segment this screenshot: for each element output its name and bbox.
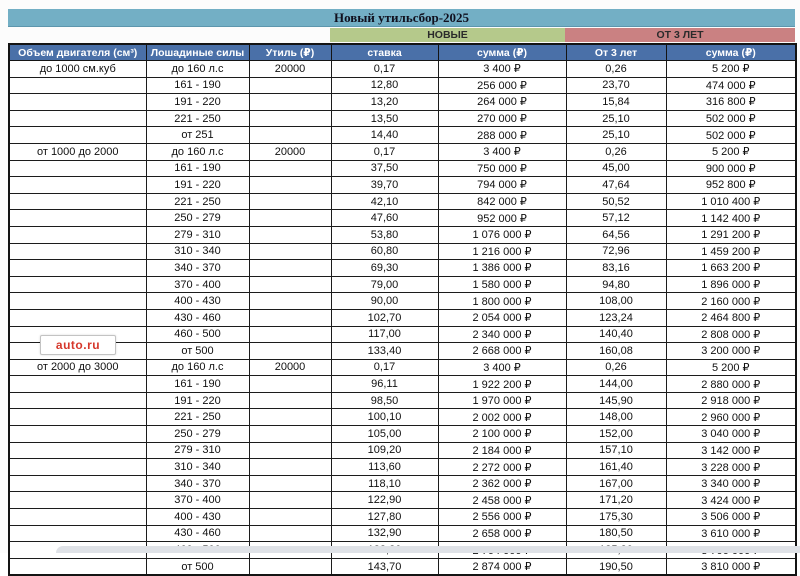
table-cell: 25,10 (566, 127, 666, 144)
table-cell: 57,12 (566, 210, 666, 227)
table-cell: 20000 (249, 61, 331, 78)
table-cell (9, 260, 146, 277)
table-cell: до 160 л.с (146, 61, 249, 78)
table-cell: 1 076 000 ₽ (438, 226, 566, 243)
table-cell: 288 000 ₽ (438, 127, 566, 144)
table-cell: 118,10 (331, 475, 438, 492)
table-cell (9, 558, 146, 575)
table-cell: 340 - 370 (146, 260, 249, 277)
table-cell: 13,50 (331, 110, 438, 127)
table-row (9, 426, 796, 443)
table-cell: 53,80 (331, 226, 438, 243)
table-cell: 50,52 (566, 193, 666, 210)
section-bar (8, 28, 795, 42)
table-cell (249, 459, 331, 476)
table-cell: 45,00 (566, 160, 666, 177)
table-row (9, 193, 796, 210)
table-cell: 143,70 (331, 558, 438, 575)
table-row (9, 359, 796, 376)
table-cell: 47,60 (331, 210, 438, 227)
table-row (9, 243, 796, 260)
table-cell: 1 663 200 ₽ (666, 260, 796, 277)
table-cell: 37,50 (331, 160, 438, 177)
table-cell (249, 558, 331, 575)
table-cell (9, 426, 146, 443)
table-cell: 3 424 000 ₽ (666, 492, 796, 509)
table-cell: 3 400 ₽ (438, 61, 566, 78)
table-cell (249, 210, 331, 227)
table-cell: 430 - 460 (146, 525, 249, 542)
table-cell: 180,50 (566, 525, 666, 542)
table-cell (249, 94, 331, 111)
table-cell: 1 580 000 ₽ (438, 276, 566, 293)
table-cell: 750 000 ₽ (438, 160, 566, 177)
table-cell: 2 054 000 ₽ (438, 309, 566, 326)
table-cell: 2 556 000 ₽ (438, 509, 566, 526)
table-cell (249, 193, 331, 210)
table-cell: 3 400 ₽ (438, 143, 566, 160)
table-cell: 3 200 000 ₽ (666, 343, 796, 360)
table-cell: 42,10 (331, 193, 438, 210)
autoru-watermark-logo: auto.ru (40, 335, 116, 355)
table-cell: 2 880 000 ₽ (666, 376, 796, 393)
column-header: От 3 лет (566, 44, 666, 61)
table-row (9, 525, 796, 542)
table-cell (249, 309, 331, 326)
table-cell: 1 386 000 ₽ (438, 260, 566, 277)
table-cell (9, 94, 146, 111)
table-cell: 370 - 400 (146, 276, 249, 293)
table-cell: 69,30 (331, 260, 438, 277)
table-cell: 2 464 800 ₽ (666, 309, 796, 326)
table-cell (9, 309, 146, 326)
table-cell: 191 - 220 (146, 94, 249, 111)
table-cell (9, 442, 146, 459)
table-cell: 2 658 000 ₽ (438, 525, 566, 542)
table-cell: 13,20 (331, 94, 438, 111)
table-cell: 175,30 (566, 509, 666, 526)
table-cell: 105,00 (331, 426, 438, 443)
table-cell: от 500 (146, 558, 249, 575)
table-cell: 161 - 190 (146, 376, 249, 393)
utilization-fee-table (8, 43, 797, 576)
table-cell: 161,40 (566, 459, 666, 476)
table-cell: 108,00 (566, 293, 666, 310)
table-cell (9, 243, 146, 260)
table-cell: 160,08 (566, 343, 666, 360)
table-cell: до 1000 см.куб (9, 61, 146, 78)
table-cell (9, 409, 146, 426)
table-cell: 64,56 (566, 226, 666, 243)
table-cell: 152,00 (566, 426, 666, 443)
table-cell (249, 492, 331, 509)
table-cell (9, 276, 146, 293)
table-cell: 3 610 000 ₽ (666, 525, 796, 542)
table-row (9, 293, 796, 310)
table-cell: 1 216 000 ₽ (438, 243, 566, 260)
table-row (9, 442, 796, 459)
table-cell: 474 000 ₽ (666, 77, 796, 94)
table-cell: 2 002 000 ₽ (438, 409, 566, 426)
table-cell: 132,90 (331, 525, 438, 542)
table-cell: 0,26 (566, 359, 666, 376)
table-cell: 3 142 000 ₽ (666, 442, 796, 459)
table-cell: 400 - 430 (146, 293, 249, 310)
table-cell: 1 142 400 ₽ (666, 210, 796, 227)
table-cell: 0,26 (566, 61, 666, 78)
table-cell: 502 000 ₽ (666, 110, 796, 127)
table-cell (249, 409, 331, 426)
table-cell (249, 160, 331, 177)
table-row (9, 226, 796, 243)
table-cell: 161 - 190 (146, 77, 249, 94)
table-cell (249, 260, 331, 277)
table-cell: от 2000 до 3000 (9, 359, 146, 376)
section-spacer (8, 28, 330, 42)
table-cell: 148,00 (566, 409, 666, 426)
table-row (9, 326, 796, 343)
table-cell: 1 010 400 ₽ (666, 193, 796, 210)
table-cell (9, 77, 146, 94)
table-cell: 2 100 000 ₽ (438, 426, 566, 443)
table-row (9, 509, 796, 526)
table-cell: 5 200 ₽ (666, 143, 796, 160)
page-title: Новый утильсбор-2025 (8, 9, 795, 27)
table-cell: 0,17 (331, 143, 438, 160)
table-cell (9, 509, 146, 526)
table-cell: 171,20 (566, 492, 666, 509)
table-cell: 1 800 000 ₽ (438, 293, 566, 310)
table-cell (249, 243, 331, 260)
table-cell: 1 922 200 ₽ (438, 376, 566, 393)
table-cell: 900 000 ₽ (666, 160, 796, 177)
table-cell: 842 000 ₽ (438, 193, 566, 210)
table-cell: 340 - 370 (146, 475, 249, 492)
table-cell (249, 525, 331, 542)
table-row (9, 343, 796, 360)
table-cell: 0,17 (331, 359, 438, 376)
table-cell: 190,50 (566, 558, 666, 575)
table-cell (249, 226, 331, 243)
table-row (9, 459, 796, 476)
table-cell: 279 - 310 (146, 442, 249, 459)
table-cell: до 160 л.с (146, 143, 249, 160)
table-cell (9, 475, 146, 492)
table-cell: от 1000 до 2000 (9, 143, 146, 160)
table-cell: 15,84 (566, 94, 666, 111)
table-cell: 400 - 430 (146, 509, 249, 526)
table-cell (249, 276, 331, 293)
table-cell: 161 - 190 (146, 160, 249, 177)
column-header: ставка (331, 44, 438, 61)
table-cell: 2 918 000 ₽ (666, 392, 796, 409)
table-cell: 250 - 279 (146, 210, 249, 227)
table-cell: 96,11 (331, 376, 438, 393)
table-cell: 94,80 (566, 276, 666, 293)
table-row (9, 475, 796, 492)
table-cell: 23,70 (566, 77, 666, 94)
column-header: Утиль (₽) (249, 44, 331, 61)
table-cell (9, 210, 146, 227)
table-cell: 952 800 ₽ (666, 177, 796, 194)
table-cell: 20000 (249, 359, 331, 376)
table-cell: 100,10 (331, 409, 438, 426)
table-row (9, 492, 796, 509)
table-cell (9, 525, 146, 542)
table-cell: 5 200 ₽ (666, 359, 796, 376)
table-cell: 98,50 (331, 392, 438, 409)
table-cell (249, 293, 331, 310)
table-row (9, 409, 796, 426)
table-row (9, 127, 796, 144)
table-cell: 102,70 (331, 309, 438, 326)
table-cell (249, 326, 331, 343)
table-cell: от 500 (146, 343, 249, 360)
column-header: сумма (₽) (438, 44, 566, 61)
table-row (9, 143, 796, 160)
table-cell: 60,80 (331, 243, 438, 260)
table-cell: 270 000 ₽ (438, 110, 566, 127)
table-cell: 145,90 (566, 392, 666, 409)
table-cell: от 251 (146, 127, 249, 144)
table-cell: 221 - 250 (146, 409, 249, 426)
table-cell: 794 000 ₽ (438, 177, 566, 194)
table-cell: 2 160 000 ₽ (666, 293, 796, 310)
table-cell: 157,10 (566, 442, 666, 459)
column-header: Лошадиные силы (146, 44, 249, 61)
table-row (9, 177, 796, 194)
table-row (9, 376, 796, 393)
table-cell (9, 127, 146, 144)
table-cell (249, 110, 331, 127)
table-cell: 47,64 (566, 177, 666, 194)
table-cell: 502 000 ₽ (666, 127, 796, 144)
section-new-label: НОВЫЕ (330, 28, 565, 42)
table-header-row (9, 44, 796, 61)
table-cell: 310 - 340 (146, 459, 249, 476)
table-cell (249, 442, 331, 459)
table-cell: 310 - 340 (146, 243, 249, 260)
table-cell: 2 668 000 ₽ (438, 343, 566, 360)
table-cell: 3 040 000 ₽ (666, 426, 796, 443)
table-cell: 1 970 000 ₽ (438, 392, 566, 409)
table-cell: 113,60 (331, 459, 438, 476)
table-cell: 3 400 ₽ (438, 359, 566, 376)
table-row (9, 94, 796, 111)
table-cell: 72,96 (566, 243, 666, 260)
table-cell: 952 000 ₽ (438, 210, 566, 227)
table-row (9, 309, 796, 326)
table-cell: 191 - 220 (146, 177, 249, 194)
table-cell: 117,00 (331, 326, 438, 343)
table-cell: 430 - 460 (146, 309, 249, 326)
table-cell: 144,00 (566, 376, 666, 393)
table-cell: 1 896 000 ₽ (666, 276, 796, 293)
table-cell: 0,26 (566, 143, 666, 160)
table-cell: 0,17 (331, 61, 438, 78)
table-cell: 127,80 (331, 509, 438, 526)
table-row (9, 392, 796, 409)
table-cell: 109,20 (331, 442, 438, 459)
table-cell: 83,16 (566, 260, 666, 277)
table-cell: 3 340 000 ₽ (666, 475, 796, 492)
table-cell: 3 506 000 ₽ (666, 509, 796, 526)
table-cell: 122,90 (331, 492, 438, 509)
table-cell (249, 392, 331, 409)
table-cell: 2 458 000 ₽ (438, 492, 566, 509)
table-row (9, 77, 796, 94)
table-cell: 370 - 400 (146, 492, 249, 509)
table-cell (9, 376, 146, 393)
table-cell (9, 177, 146, 194)
column-header: сумма (₽) (666, 44, 796, 61)
table-cell: 1 459 200 ₽ (666, 243, 796, 260)
table-cell: 12,80 (331, 77, 438, 94)
table-cell: 133,40 (331, 343, 438, 360)
table-cell (9, 492, 146, 509)
table-row (9, 61, 796, 78)
table-cell: 264 000 ₽ (438, 94, 566, 111)
table-cell (249, 177, 331, 194)
table-cell: 3 228 000 ₽ (666, 459, 796, 476)
table-cell (249, 475, 331, 492)
table-cell (9, 193, 146, 210)
table-cell: 140,40 (566, 326, 666, 343)
table-cell: 221 - 250 (146, 110, 249, 127)
table-cell (9, 293, 146, 310)
table-cell: 279 - 310 (146, 226, 249, 243)
table-cell: 39,70 (331, 177, 438, 194)
table-cell: 20000 (249, 143, 331, 160)
table-cell: 2 340 000 ₽ (438, 326, 566, 343)
table-cell: 460 - 500 (146, 326, 249, 343)
table-cell (249, 343, 331, 360)
table-cell (249, 127, 331, 144)
table-cell: 221 - 250 (146, 193, 249, 210)
table-cell (249, 509, 331, 526)
table-cell: 3 810 000 ₽ (666, 558, 796, 575)
table-row (9, 558, 796, 575)
column-header: Объем двигателя (см³) (9, 44, 146, 61)
table-cell: до 160 л.с (146, 359, 249, 376)
table-cell: 90,00 (331, 293, 438, 310)
table-cell (9, 110, 146, 127)
table-cell: 2 808 000 ₽ (666, 326, 796, 343)
table-cell: 256 000 ₽ (438, 77, 566, 94)
table-row (9, 210, 796, 227)
table-cell (9, 160, 146, 177)
table-cell (249, 77, 331, 94)
table-cell (9, 392, 146, 409)
window-bottom-edge (56, 546, 800, 553)
table-cell: 2 362 000 ₽ (438, 475, 566, 492)
table-cell: 316 800 ₽ (666, 94, 796, 111)
table-row (9, 110, 796, 127)
table-row (9, 276, 796, 293)
section-old-label: ОТ 3 ЛЕТ (565, 28, 795, 42)
table-cell (249, 426, 331, 443)
table-cell: 250 - 279 (146, 426, 249, 443)
table-cell: 123,24 (566, 309, 666, 326)
table-row (9, 160, 796, 177)
table-cell (9, 459, 146, 476)
table-cell: 14,40 (331, 127, 438, 144)
table-cell: 1 291 200 ₽ (666, 226, 796, 243)
table-cell: 2 184 000 ₽ (438, 442, 566, 459)
table-cell: 5 200 ₽ (666, 61, 796, 78)
table-cell: 25,10 (566, 110, 666, 127)
table-cell: 79,00 (331, 276, 438, 293)
table-cell: 191 - 220 (146, 392, 249, 409)
table-cell: 2 960 000 ₽ (666, 409, 796, 426)
table-cell (249, 376, 331, 393)
table-cell: 2 874 000 ₽ (438, 558, 566, 575)
table-cell: 2 272 000 ₽ (438, 459, 566, 476)
table-body (9, 61, 796, 576)
table-row (9, 260, 796, 277)
table-cell (9, 226, 146, 243)
table-cell: 167,00 (566, 475, 666, 492)
